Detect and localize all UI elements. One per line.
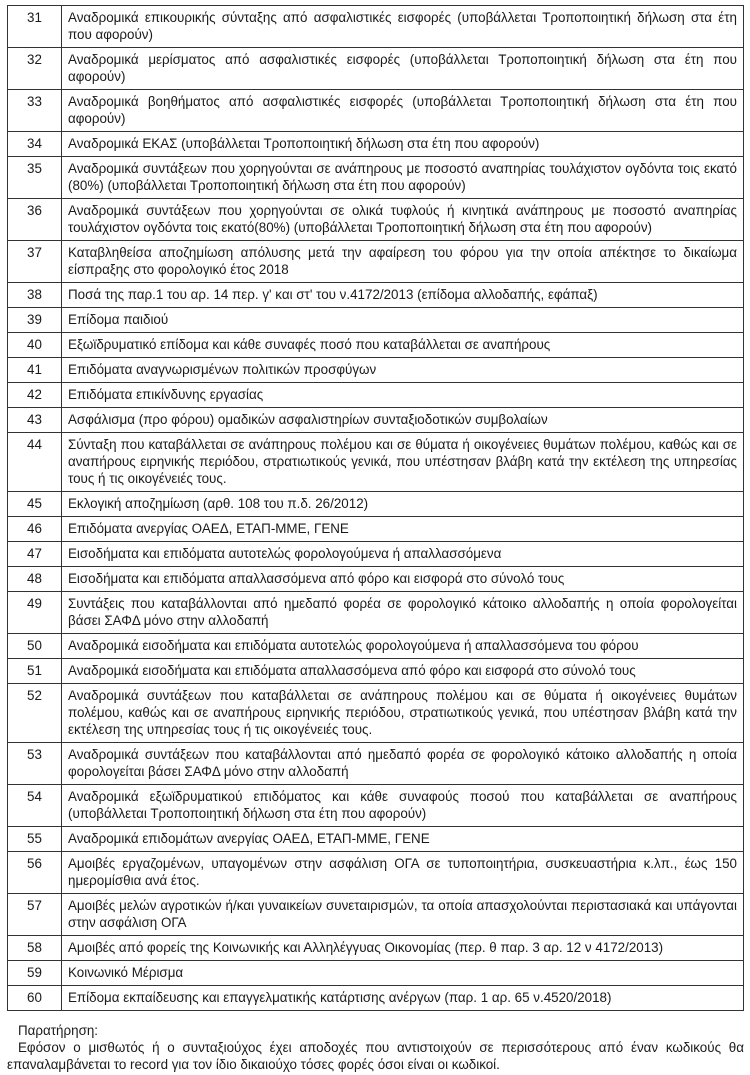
- income-codes-table-body: [8, 6, 744, 1011]
- row-code: 32: [8, 48, 62, 90]
- row-code: 46: [8, 517, 62, 542]
- row-code: 59: [8, 961, 62, 986]
- row-description: Αμοιβές μελών αγροτικών ή/και γυναικείων συνεταιρισμών, τα οποία απασχολούνται περιστασιακά και υπάγονται στην ασφάλιση ΟΓΑ: [62, 894, 744, 936]
- table-row: [8, 517, 744, 542]
- table-row: [8, 785, 744, 827]
- row-description: Αναδρομικά επιδομάτων ανεργίας ΟΑΕΔ, ΕΤΑΠ-ΜΜΕ, ΓΕΝΕ: [62, 827, 744, 852]
- row-code: 60: [8, 986, 62, 1011]
- table-row: [8, 383, 744, 408]
- row-description: Επίδομα εκπαίδευσης και επαγγελματικής κατάρτισης ανέργων (παρ. 1 αρ. 65 ν.4520/2018): [62, 986, 744, 1011]
- row-description: Αναδρομικά εισοδήματα και επιδόματα απαλλασσόμενα από φόρο και εισφορά στο σύνολό τους: [62, 659, 744, 684]
- table-row: [8, 283, 744, 308]
- row-code: 45: [8, 492, 62, 517]
- row-code: 54: [8, 785, 62, 827]
- table-row: [8, 199, 744, 241]
- row-code: 31: [8, 6, 62, 48]
- row-code: 53: [8, 743, 62, 785]
- row-code: 43: [8, 408, 62, 433]
- row-code: 33: [8, 90, 62, 132]
- row-description: Εκλογική αποζημίωση (αρθ. 108 του π.δ. 26/2012): [62, 492, 744, 517]
- table-row: [8, 157, 744, 199]
- table-row: [8, 592, 744, 634]
- row-description: Ασφάλισμα (προ φόρου) ομαδικών ασφαλιστηρίων συνταξιοδοτικών συμβολαίων: [62, 408, 744, 433]
- row-code: 41: [8, 358, 62, 383]
- row-code: 58: [8, 936, 62, 961]
- row-code: 48: [8, 567, 62, 592]
- row-code: 40: [8, 333, 62, 358]
- table-row: [8, 48, 744, 90]
- row-code: 49: [8, 592, 62, 634]
- row-code: 55: [8, 827, 62, 852]
- row-description: Αναδρομικά συντάξεων που χορηγούνται σε ολικά τυφλούς ή κινητικά ανάπηρους με ποσοστό αναπηρίας τουλάχιστον ογδόντα τοις εκατό(80%) (υποβάλλεται Τροποποιητική δήλωση στα έτη που αφορούν): [62, 199, 744, 241]
- row-code: 34: [8, 132, 62, 157]
- row-code: 57: [8, 894, 62, 936]
- row-code: 56: [8, 852, 62, 894]
- row-code: 47: [8, 542, 62, 567]
- row-description: Αναδρομικά συντάξεων που καταβάλλεται σε ανάπηρους πολέμου και σε θύματα ή οικογένειες θυμάτων πολέμου, καθώς και σε αναπήρους ειρηνικής περιόδου, στρατιωτικούς γενικά, που υπέστησαν βλάβη κατά την εκτέλεση της υπηρεσίας τους ή τις οικογένειές τους.: [62, 684, 744, 743]
- row-code: 42: [8, 383, 62, 408]
- row-description: Επιδόματα αναγνωρισμένων πολιτικών προσφύγων: [62, 358, 744, 383]
- note-text: Εφόσον ο μισθωτός ή ο συνταξιούχος έχει αποδοχές που αντιστοιχούν σε περισσότερους από έναν κωδικούς θα επαναλαμβάνεται το record για τον ίδιο δικαιούχο τόσες φορές όσοι είναι οι κωδικοί.: [7, 1040, 744, 1072]
- row-code: 50: [8, 634, 62, 659]
- row-code: 39: [8, 308, 62, 333]
- row-description: Αναδρομικά μερίσματος από ασφαλιστικές εισφορές (υποβάλλεται Τροποποιητική δήλωση στα έτη που αφορούν): [62, 48, 744, 90]
- row-code: 38: [8, 283, 62, 308]
- row-code: 35: [8, 157, 62, 199]
- row-code: 37: [8, 241, 62, 283]
- row-description: Αναδρομικά επικουρικής σύνταξης από ασφαλιστικές εισφορές (υποβάλλεται Τροποποιητική δήλωση στα έτη που αφορούν): [62, 6, 744, 48]
- row-description: Αναδρομικά συντάξεων που καταβάλλονται από ημεδαπό φορέα σε φορολογικό κάτοικο αλλοδαπής η οποία φορολογείται βάσει ΣΑΦΔ μόνο στην αλλοδαπή: [62, 743, 744, 785]
- table-row: [8, 743, 744, 785]
- row-code: 51: [8, 659, 62, 684]
- row-description: Συντάξεις που καταβάλλονται από ημεδαπό φορέα σε φορολογικό κάτοικο αλλοδαπής η οποία φορολογείται βάσει ΣΑΦΔ μόνο στην αλλοδαπή: [62, 592, 744, 634]
- table-row: [8, 241, 744, 283]
- table-row: [8, 132, 744, 157]
- row-code: 44: [8, 433, 62, 492]
- row-description: Αμοιβές από φορείς της Κοινωνικής και Αλληλέγγυας Οικονομίας (περ. θ παρ. 3 αρ. 12 ν 4172/2013): [62, 936, 744, 961]
- table-row: [8, 542, 744, 567]
- note-title: Παρατήρηση:: [18, 1023, 99, 1038]
- table-row: [8, 567, 744, 592]
- table-row: [8, 894, 744, 936]
- table-row: [8, 827, 744, 852]
- table-row: [8, 986, 744, 1011]
- table-row: [8, 492, 744, 517]
- row-code: 52: [8, 684, 62, 743]
- row-description: Εισοδήματα και επιδόματα αυτοτελώς φορολογούμενα ή απαλλασσόμενα: [62, 542, 744, 567]
- row-description: Σύνταξη που καταβάλλεται σε ανάπηρους πολέμου και σε θύματα ή οικογένειες θυμάτων πολέμου, καθώς και σε αναπήρους ειρηνικής περιόδου, στρατιωτικούς γενικά, που υπέστησαν βλάβη κατά την εκτέλεση της υπηρεσίας τους ή τις οικογένειές τους.: [62, 433, 744, 492]
- table-row: [8, 961, 744, 986]
- row-code: 36: [8, 199, 62, 241]
- table-row: [8, 852, 744, 894]
- table-row: [8, 433, 744, 492]
- row-description: Αναδρομικά εισοδήματα και επιδόματα αυτοτελώς φορολογούμενα ή απαλλασσόμενα του φόρου: [62, 634, 744, 659]
- row-description: Αναδρομικά εξωϊδρυματικού επιδόματος και κάθε συναφούς ποσού που καταβάλλεται σε αναπήρους (υποβάλλεται Τροποποιητική δήλωση στα έτη που αφορούν): [62, 785, 744, 827]
- table-row: [8, 659, 744, 684]
- row-description: Επιδόματα επικίνδυνης εργασίας: [62, 383, 744, 408]
- table-row: [8, 936, 744, 961]
- table-row: [8, 308, 744, 333]
- row-description: Εξωϊδρυματικό επίδομα και κάθε συναφές ποσό που καταβάλλεται σε αναπήρους: [62, 333, 744, 358]
- table-row: [8, 358, 744, 383]
- table-row: [8, 333, 744, 358]
- row-description: Εισοδήματα και επιδόματα απαλλασσόμενα από φόρο και εισφορά στο σύνολό τους: [62, 567, 744, 592]
- row-description: Καταβληθείσα αποζημίωση απόλυσης μετά την αφαίρεση του φόρου για την οποία απέκτησε το δικαίωμα είσπραξης στο φορολογικό έτος 2018: [62, 241, 744, 283]
- row-description: Ποσά της παρ.1 του αρ. 14 περ. γ' και στ' του ν.4172/2013 (επίδομα αλλοδαπής, εφάπαξ): [62, 283, 744, 308]
- row-description: Αμοιβές εργαζομένων, υπαγομένων στην ασφάλιση ΟΓΑ σε τυποποιητήρια, συσκευαστήρια κ.λπ., έως 150 ημερομίσθια ανά έτος.: [62, 852, 744, 894]
- table-row: [8, 6, 744, 48]
- row-description: Αναδρομικά ΕΚΑΣ (υποβάλλεται Τροποποιητική δήλωση στα έτη που αφορούν): [62, 132, 744, 157]
- row-description: Επιδόματα ανεργίας ΟΑΕΔ, ΕΤΑΠ-ΜΜΕ, ΓΕΝΕ: [62, 517, 744, 542]
- income-codes-table: [7, 5, 744, 1011]
- table-row: [8, 408, 744, 433]
- row-description: Αναδρομικά συντάξεων που χορηγούνται σε ανάπηρους με ποσοστό αναπηρίας τουλάχιστον ογδόντα τοις εκατό (80%) (υποβάλλεται Τροποποιητική δήλωση στα έτη που αφορούν): [62, 157, 744, 199]
- row-description: Αναδρομικά βοηθήματος από ασφαλιστικές εισφορές (υποβάλλεται Τροποποιητική δήλωση στα έτη που αφορούν): [62, 90, 744, 132]
- row-description: Επίδομα παιδιού: [62, 308, 744, 333]
- row-description: Κοινωνικό Μέρισμα: [62, 961, 744, 986]
- table-row: [8, 684, 744, 743]
- note-section: [7, 1022, 744, 1073]
- table-row: [8, 634, 744, 659]
- table-row: [8, 90, 744, 132]
